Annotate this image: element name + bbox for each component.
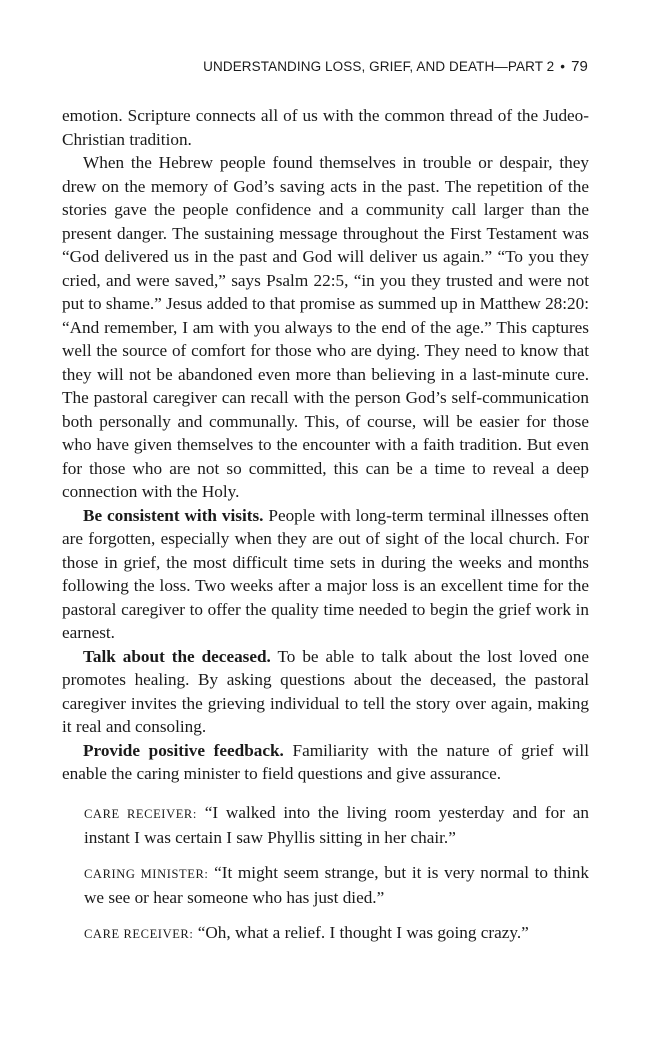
paragraph-text: Familiarity with the nature of grief will enable the caring minister to field questions and give assurance.: [62, 740, 589, 783]
paragraph-hebrew-people: [62, 151, 589, 504]
running-header: [203, 58, 588, 75]
paragraph-lead: Be consistent with visits.: [83, 505, 264, 525]
dialogue-speaker: CARE RECEIVER:: [84, 926, 194, 941]
dialogue-block: [84, 801, 589, 947]
dialogue-line: “It might seem strange, but it is very normal to think we see or hear someone who has just died.”: [84, 862, 589, 907]
paragraph-positive-feedback: [62, 739, 589, 786]
dialogue-turn: [84, 801, 589, 850]
paragraph-text: emotion. Scripture connects all of us with the common thread of the Judeo-Christian tradition.: [62, 106, 589, 149]
page-number: 79: [571, 58, 588, 75]
dialogue-line: “Oh, what a relief. I thought I was going crazy.”: [193, 922, 529, 942]
dialogue-turn: [84, 921, 589, 947]
dialogue-line: “I walked into the living room yesterday and for an instant I was certain I saw Phyllis sitting in her chair.”: [84, 802, 589, 847]
paragraph-consistent-visits: [62, 504, 589, 645]
paragraph-text: When the Hebrew people found themselves in trouble or despair, they drew on the memory of God’s saving acts in the past. The repetition of the stories gave the people confidence and a community call larger than the present danger. The sustaining message throughout the First Testament was “God delivered us in the past and God will deliver us again.” “To you they cried, and were saved,” says Psalm 22:5, “in you they trusted and were not put to shame.” Jesus added to that promise as summed up in Matthew 28:20: “And remember, I am with you always to the end of the age.” This captures well the source of comfort for those who are dying. They need to know that they will not be abandoned even more than believing in a last-minute cure. The pastoral caregiver can recall with the person God’s self-communication both personally and communally. This, of course, will be easier for those who have given themselves to the encounter with a faith tradition. But even for those who are not so committed, this can be a time to reveal a deep connection with the Holy.: [62, 153, 590, 501]
dialogue-speaker: CARING MINISTER:: [84, 866, 209, 881]
paragraph-continued: [62, 104, 589, 151]
header-bullet: •: [560, 59, 566, 74]
dialogue-speaker: CARE RECEIVER:: [84, 806, 197, 821]
dialogue-turn: [84, 861, 589, 910]
paragraph-lead: Provide positive feedback.: [83, 740, 284, 760]
paragraph-text: People with long-term terminal illnesses often are forgotten, especially when they are out of sight of the local church. For those in grief, the most difficult time sets in during the weeks and months following the loss. Two weeks after a major loss is an excellent time for the pastoral caregiver to offer the quality time needed to begin the grief work in earnest.: [62, 505, 589, 642]
paragraph-lead: Talk about the deceased.: [83, 646, 271, 666]
body-text: [62, 104, 589, 946]
running-title: UNDERSTANDING LOSS, GRIEF, AND DEATH—PART 2: [203, 59, 555, 74]
paragraph-talk-deceased: [62, 645, 589, 739]
paragraph-text: To be able to talk about the lost loved one promotes healing. By asking questions about the deceased, the pastoral caregiver invites the grieving individual to tell the story over again, making it real and consoling.: [62, 646, 589, 736]
